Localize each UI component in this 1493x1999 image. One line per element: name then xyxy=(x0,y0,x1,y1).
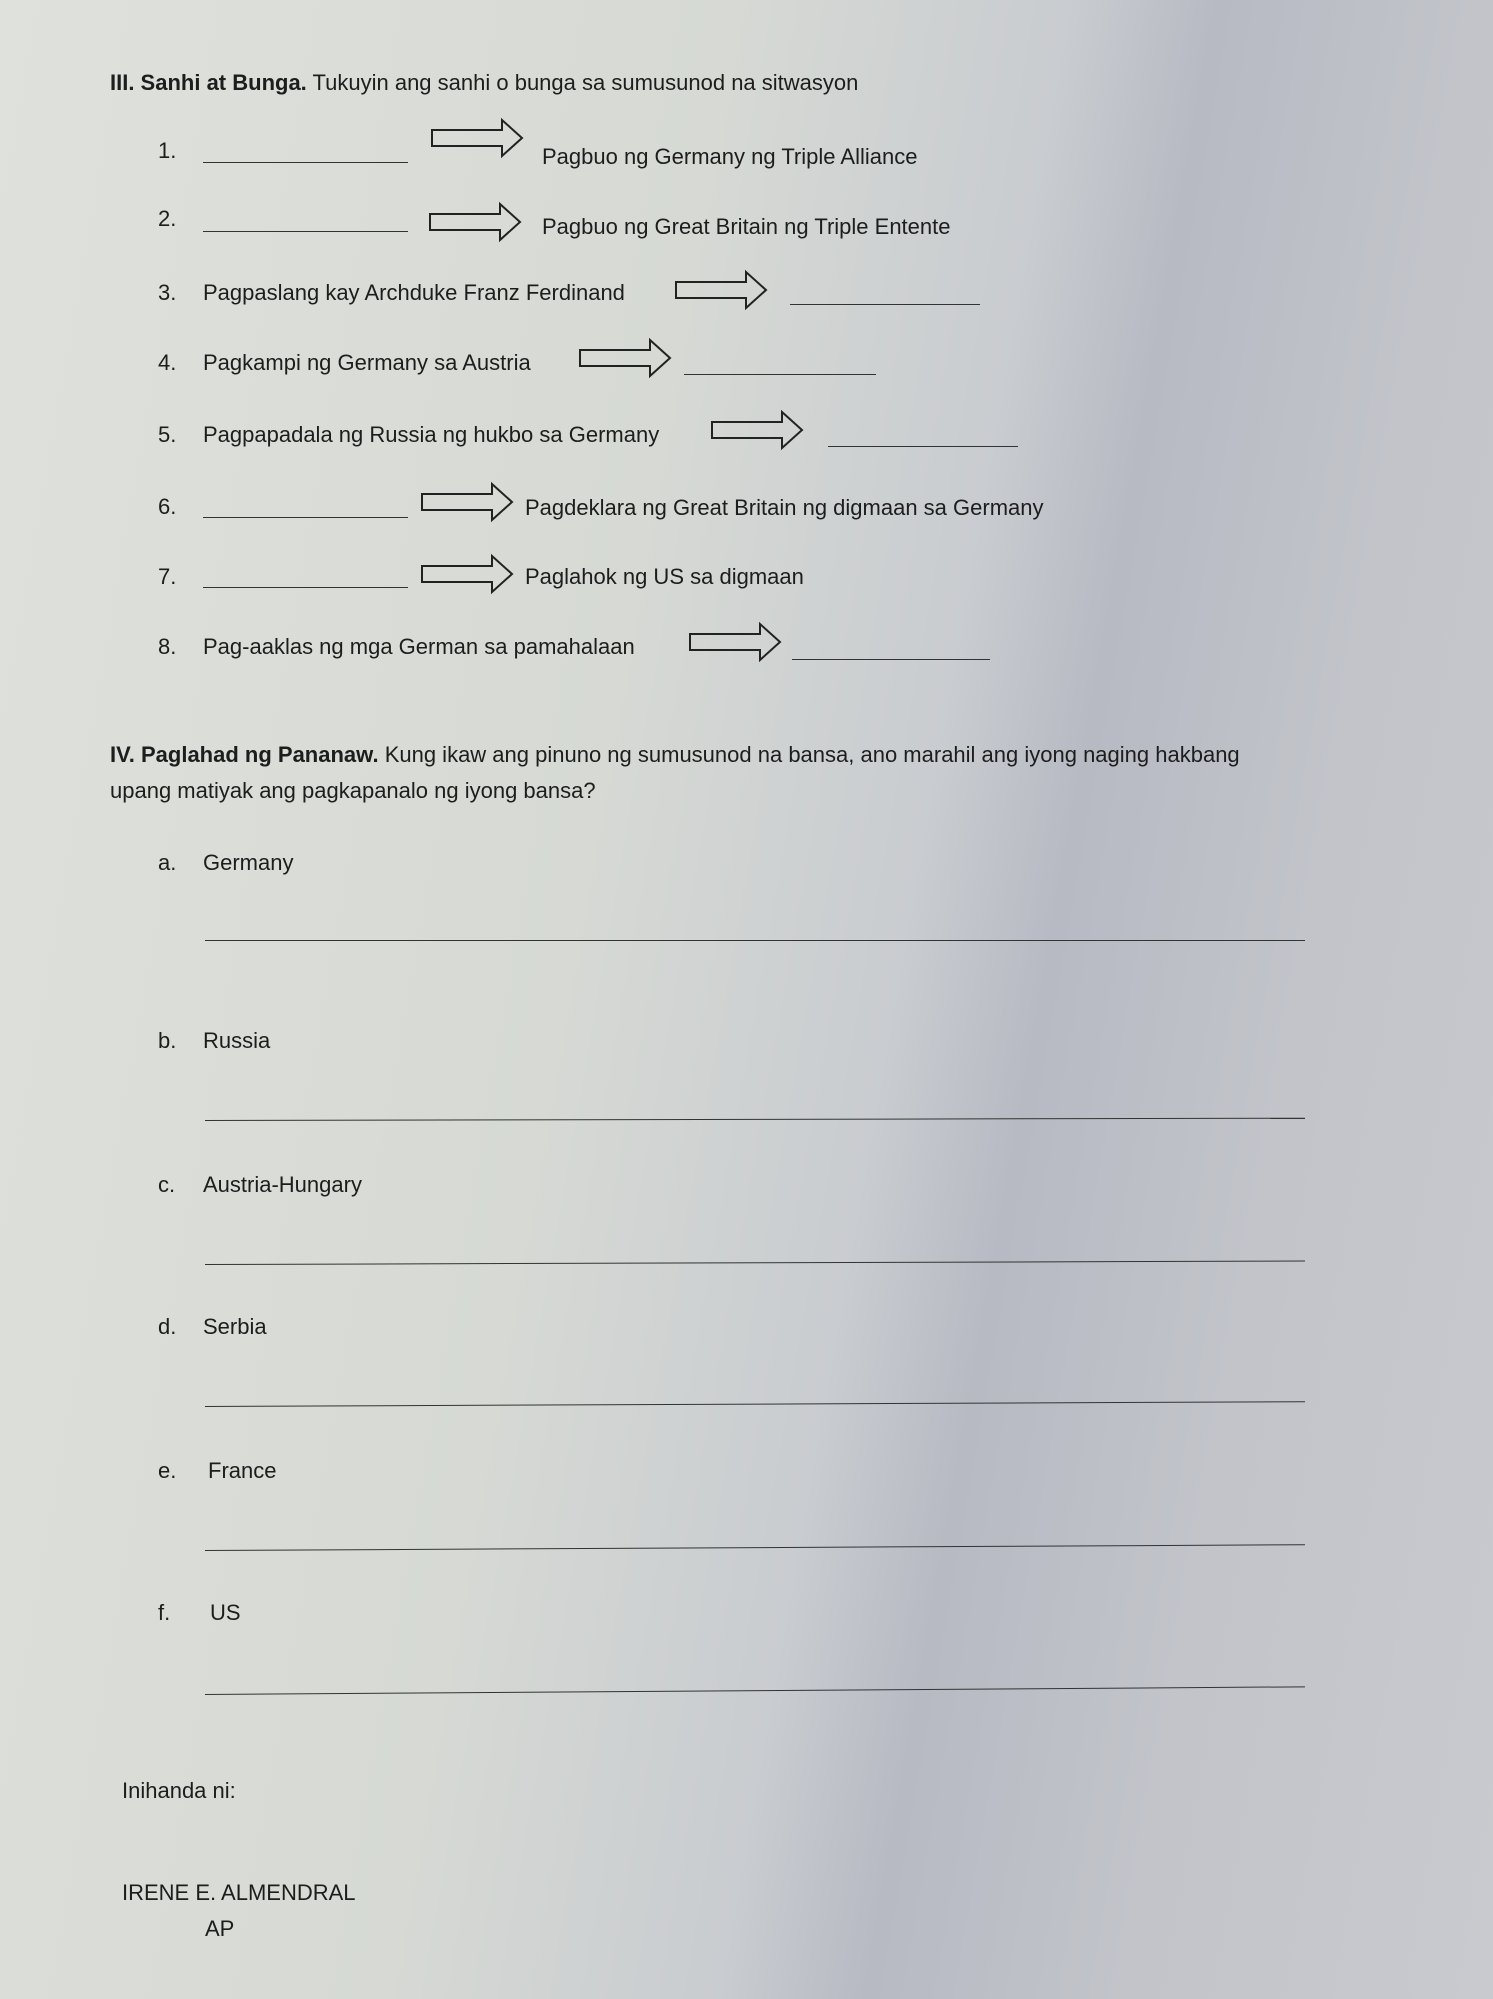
item-6-number: 6. xyxy=(158,494,177,519)
section-4-heading-bold: IV. Paglahad ng Pananaw. xyxy=(110,742,379,767)
country-c-answer-line[interactable] xyxy=(205,1261,1305,1265)
item-6-cause-blank[interactable] xyxy=(203,517,408,518)
country-d-answer-line[interactable] xyxy=(205,1401,1305,1407)
country-e-letter: e. xyxy=(158,1458,177,1483)
item-7-cause-blank[interactable] xyxy=(203,587,408,588)
item-7-number: 7. xyxy=(158,564,177,589)
item-3-arrow-icon xyxy=(674,268,770,312)
item-3-cause: Pagpaslang kay Archduke Franz Ferdinand xyxy=(203,280,625,305)
item-2-effect: Pagbuo ng Great Britain ng Triple Entente xyxy=(542,214,951,239)
country-a-answer-line[interactable] xyxy=(205,940,1305,941)
section-3-heading-text: Tukuyin ang sanhi o bunga sa sumusunod na sitwasyon xyxy=(306,70,859,95)
item-5-effect-blank[interactable] xyxy=(828,446,1018,447)
item-4-number: 4. xyxy=(158,350,177,375)
item-2-number: 2. xyxy=(158,206,177,231)
item-3-number: 3. xyxy=(158,280,177,305)
item-1-arrow-icon xyxy=(430,116,526,160)
country-b-letter: b. xyxy=(158,1028,177,1053)
country-a-name: Germany xyxy=(203,850,294,875)
country-e-answer-line[interactable] xyxy=(205,1544,1305,1551)
country-d-letter: d. xyxy=(158,1314,177,1339)
country-d-name: Serbia xyxy=(203,1314,267,1339)
country-b-name: Russia xyxy=(203,1028,271,1053)
section-3-heading xyxy=(110,72,858,94)
item-8-number: 8. xyxy=(158,634,177,659)
country-c-name: Austria-Hungary xyxy=(203,1172,362,1197)
item-1-number: 1. xyxy=(158,138,177,163)
item-4-cause: Pagkampi ng Germany sa Austria xyxy=(203,350,531,375)
item-4-effect-blank[interactable] xyxy=(684,374,876,375)
country-f-letter: f. xyxy=(158,1600,171,1625)
item-2-arrow-icon xyxy=(428,200,524,244)
item-6-arrow-icon xyxy=(420,480,516,524)
item-8-effect-blank[interactable] xyxy=(792,659,990,660)
item-5-arrow-icon xyxy=(710,408,806,452)
subject-label: AP xyxy=(205,1916,235,1941)
section-4-heading-line2: upang matiyak ang pagkapanalo ng iyong bansa? xyxy=(110,778,596,803)
section-4-heading xyxy=(110,744,1240,766)
item-3-effect-blank[interactable] xyxy=(790,304,980,305)
country-f-answer-line[interactable] xyxy=(205,1686,1305,1695)
country-b-answer-line[interactable] xyxy=(205,1118,1305,1121)
item-2-cause-blank[interactable] xyxy=(203,231,408,232)
country-f-name: US xyxy=(210,1600,241,1625)
item-1-effect: Pagbuo ng Germany ng Triple Alliance xyxy=(542,144,918,169)
country-c-letter: c. xyxy=(158,1172,176,1197)
item-5-cause: Pagpapadala ng Russia ng hukbo sa Germany xyxy=(203,422,660,447)
country-e-name: France xyxy=(208,1458,277,1483)
section-3-heading-bold: III. Sanhi at Bunga. xyxy=(110,70,307,95)
item-7-arrow-icon xyxy=(420,552,516,596)
item-6-effect: Pagdeklara ng Great Britain ng digmaan sa Germany xyxy=(525,495,1044,520)
item-8-arrow-icon xyxy=(688,620,784,664)
country-a-letter: a. xyxy=(158,850,177,875)
item-8-cause: Pag-aaklas ng mga German sa pamahalaan xyxy=(203,634,635,659)
item-5-number: 5. xyxy=(158,422,177,447)
item-7-effect: Paglahok ng US sa digmaan xyxy=(525,564,804,589)
author-name: IRENE E. ALMENDRAL xyxy=(122,1880,356,1905)
item-1-cause-blank[interactable] xyxy=(203,162,408,163)
item-4-arrow-icon xyxy=(578,336,674,380)
section-4-heading-text: Kung ikaw ang pinuno ng sumusunod na bansa, ano marahil ang iyong naging hakbang xyxy=(378,742,1240,767)
prepared-by-label: Inihanda ni: xyxy=(122,1778,236,1803)
